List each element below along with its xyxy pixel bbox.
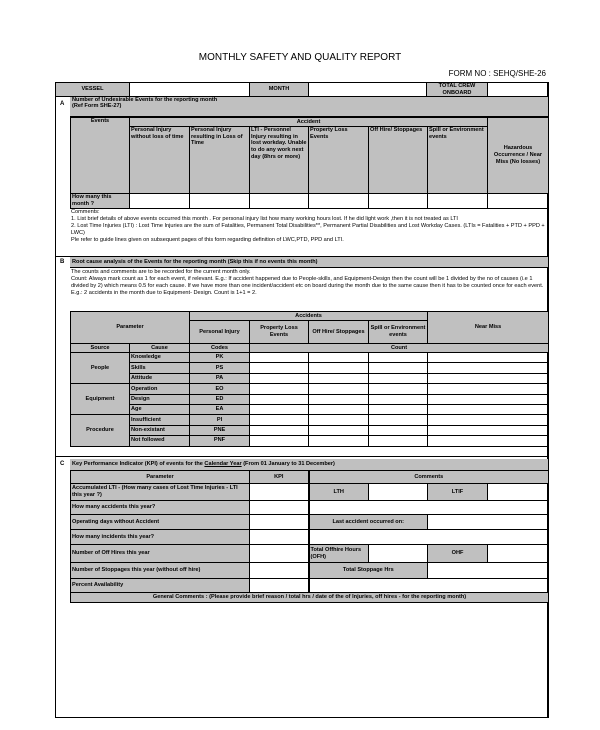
count-field[interactable] bbox=[250, 415, 309, 425]
kpi-field[interactable] bbox=[250, 545, 309, 563]
vessel-label: VESSEL bbox=[56, 83, 130, 97]
stoppage-label: Total Stoppage Hrs bbox=[309, 563, 428, 579]
month-field[interactable] bbox=[309, 83, 427, 97]
month-label: MONTH bbox=[250, 83, 309, 97]
ohf-label: OHF bbox=[428, 545, 488, 563]
count-field[interactable] bbox=[309, 436, 369, 446]
row-accumulated-lti: Accumulated LTI - (How many cases of Lost Time Injuries - LTI this year ?) bbox=[71, 484, 250, 501]
count-field[interactable] bbox=[309, 415, 369, 425]
code-cell: PK bbox=[190, 353, 250, 363]
section-b-letter: B bbox=[60, 259, 65, 265]
count-field[interactable] bbox=[190, 194, 250, 209]
cause-cell: Attitude bbox=[130, 373, 190, 383]
lth-label: LTH bbox=[309, 484, 369, 501]
source-people: People bbox=[71, 353, 130, 384]
code-cell: PNF bbox=[190, 436, 250, 446]
last-accident-label: Last accident occurred on: bbox=[309, 515, 428, 530]
cause-cell: Non-existant bbox=[130, 425, 190, 435]
count-field[interactable] bbox=[369, 363, 428, 373]
row-operating-days: Operating days without Accident bbox=[71, 515, 250, 530]
instructions-2: Count: Always mark count as 1 for each event, if relevant. E.g.: If accident happened due to People-skills, and Equipment-Design then the count will be 1 divided by the no of causes (i.e 1 divided by 2) which means 0.5 for each cause. If we have more than one incident/accident etc on board during the month due to the same cause then it has to be counted once for each event. E.g.: 2 accidents in the month due to Equipment- Design. Count is 1+1 = 2. bbox=[71, 275, 544, 296]
ltif-field[interactable] bbox=[488, 484, 549, 501]
col-property-loss: Property Loss Events bbox=[250, 321, 309, 344]
count-field[interactable] bbox=[250, 384, 309, 394]
col-property-loss: Property Loss Events bbox=[309, 127, 369, 194]
lth-field[interactable] bbox=[369, 484, 428, 501]
near-miss-label: Near Miss bbox=[428, 312, 549, 344]
general-comments-field[interactable] bbox=[71, 603, 547, 715]
instructions-1: The counts and comments are to be recorded for the current month only. bbox=[71, 269, 251, 275]
count-field[interactable] bbox=[250, 373, 309, 383]
code-cell: PNE bbox=[190, 425, 250, 435]
cause-cell: Skills bbox=[130, 363, 190, 373]
kpi-table bbox=[70, 470, 549, 603]
row-accidents: How many accidents this year? bbox=[71, 501, 250, 515]
count-field[interactable] bbox=[369, 373, 428, 383]
section-c-title bbox=[70, 459, 548, 470]
crew-field[interactable] bbox=[488, 83, 549, 97]
count-field[interactable] bbox=[309, 373, 369, 383]
ohf-field[interactable] bbox=[488, 545, 549, 563]
comments-label: Comments: bbox=[71, 209, 100, 215]
comment-field[interactable] bbox=[309, 501, 549, 515]
report-title: MONTHLY SAFETY AND QUALITY REPORT bbox=[198, 52, 402, 63]
code-cell: ED bbox=[190, 394, 250, 404]
row-stoppages: Number of Stoppages this year (without off hire) bbox=[71, 563, 250, 579]
col-pi-loss: Personal Injury resulting in Loss of Time bbox=[190, 127, 250, 194]
comment-2: 2. Lost Time Injuries (LTI) : Lost Time Injuries are the sum of Fatalities, Permanent Total Disabilities**, Permanent Partial Disabilities and Lost Workday Cases. (LTIs = Fatalities + PTD + PPD + LWC) bbox=[71, 222, 545, 236]
header-table bbox=[55, 82, 549, 97]
source-equipment: Equipment bbox=[71, 384, 130, 415]
count-field[interactable] bbox=[428, 353, 549, 363]
count-field[interactable] bbox=[309, 404, 369, 414]
calendar-year: Calendar Year bbox=[204, 461, 242, 467]
source-label: Source bbox=[71, 344, 130, 353]
count-field[interactable] bbox=[369, 353, 428, 363]
kpi-field[interactable] bbox=[250, 563, 309, 579]
count-field[interactable] bbox=[309, 384, 369, 394]
count-field[interactable] bbox=[250, 394, 309, 404]
comment-1: 1. List brief details of above events occurred this month . For personal injury list how many working hours lost. If he did light work ,then it is not treated as LTI bbox=[71, 215, 458, 222]
count-field[interactable] bbox=[309, 363, 369, 373]
comment-field[interactable] bbox=[309, 579, 549, 593]
section-a-title: Number of Undesirable Events for the reporting month bbox=[72, 97, 218, 103]
count-field[interactable] bbox=[369, 415, 428, 425]
events-label: Events bbox=[71, 118, 130, 194]
count-field[interactable] bbox=[250, 363, 309, 373]
comment-3: Ple refer to guide lines given on subsequent pages of this form regarding definition of LWC,PTD, PPD and LTI. bbox=[71, 236, 344, 243]
count-field[interactable] bbox=[488, 194, 549, 209]
general-comments-label: General Comments : (Please provide brief reason / total hrs / date of the of Injuries, off hires - for the reporting month) bbox=[71, 593, 549, 603]
section-b-text bbox=[71, 269, 545, 297]
section-a-ref: (Ref Form SHE-27) bbox=[72, 103, 122, 109]
row-off-hires: Number of Off Hires this year bbox=[71, 545, 250, 563]
vessel-field[interactable] bbox=[130, 83, 250, 97]
cause-cell: Operation bbox=[130, 384, 190, 394]
kpi-title: Key Performance Indicator (KPI) of events for the bbox=[72, 461, 205, 467]
count-field[interactable] bbox=[309, 394, 369, 404]
count-field[interactable] bbox=[428, 394, 549, 404]
accidents-label: Accidents bbox=[190, 312, 428, 321]
code-cell: EO bbox=[190, 384, 250, 394]
count-field[interactable] bbox=[309, 194, 369, 209]
section-b-title: Root cause analysis of the Events for the reporting month (Skip this if no events this month) bbox=[70, 257, 548, 268]
ltif-label: LTIF bbox=[428, 484, 488, 501]
col-off-hire: Off Hire/ Stoppages bbox=[309, 321, 369, 344]
count-field[interactable] bbox=[369, 425, 428, 435]
count-field[interactable] bbox=[428, 373, 549, 383]
code-cell: PI bbox=[190, 415, 250, 425]
count-field[interactable] bbox=[428, 436, 549, 446]
count-field[interactable] bbox=[428, 425, 549, 435]
count-field[interactable] bbox=[250, 194, 309, 209]
count-field[interactable] bbox=[369, 436, 428, 446]
cause-cell: Age bbox=[130, 404, 190, 414]
kpi-field[interactable] bbox=[250, 515, 309, 530]
root-cause-table bbox=[70, 311, 549, 447]
accident-label: Accident bbox=[130, 118, 488, 127]
col-pi-no-loss: Personal Injury without loss of time bbox=[130, 127, 190, 194]
count-label: Count bbox=[250, 344, 549, 353]
count-field[interactable] bbox=[309, 425, 369, 435]
form-number: FORM NO : SEHQ/SHE-26 bbox=[448, 69, 546, 78]
section-c-letter: C bbox=[60, 461, 65, 467]
count-field[interactable] bbox=[428, 404, 549, 414]
section-a-header bbox=[70, 97, 548, 117]
cause-cell: Knowledge bbox=[130, 353, 190, 363]
events-table bbox=[70, 117, 549, 209]
col-off-hire: Off Hire/ Stoppages bbox=[369, 127, 428, 194]
count-field[interactable] bbox=[428, 363, 549, 373]
cause-cell: Insufficient bbox=[130, 415, 190, 425]
ofh-label: Total Offhire Hours (OFH) bbox=[309, 545, 369, 563]
codes-label: Codes bbox=[190, 344, 250, 353]
row-availability: Percent Availability bbox=[71, 579, 250, 593]
stoppage-field[interactable] bbox=[428, 563, 549, 579]
col-spill: Spill or Environment events bbox=[369, 321, 428, 344]
count-field[interactable] bbox=[250, 404, 309, 414]
divider bbox=[55, 456, 548, 457]
comment-field[interactable] bbox=[309, 530, 549, 545]
count-field[interactable] bbox=[369, 194, 428, 209]
source-procedure: Procedure bbox=[71, 415, 130, 446]
row-incidents: How many incidents this year? bbox=[71, 530, 250, 545]
cause-label: Cause bbox=[130, 344, 190, 353]
hazard-label: Hazardous Occurrence / Near Miss (No losses) bbox=[488, 118, 549, 194]
code-cell: PS bbox=[190, 363, 250, 373]
parameter-label: Parameter bbox=[71, 471, 250, 484]
col-personal-injury: Personal Injury bbox=[190, 321, 250, 344]
count-field[interactable] bbox=[309, 353, 369, 363]
parameter-label: Parameter bbox=[71, 312, 190, 344]
count-field[interactable] bbox=[130, 194, 190, 209]
count-field[interactable] bbox=[369, 394, 428, 404]
kpi-period: (From 01 January to 31 December) bbox=[241, 461, 335, 467]
count-field[interactable] bbox=[428, 415, 549, 425]
count-field[interactable] bbox=[250, 425, 309, 435]
count-field[interactable] bbox=[369, 384, 428, 394]
last-accident-field[interactable] bbox=[428, 515, 549, 530]
kpi-label: KPI bbox=[250, 471, 309, 484]
col-lti: LTI - Personnel Injury resulting in lost workday. Unable to do any work next day (8hrs or more) bbox=[250, 127, 309, 194]
count-field[interactable] bbox=[369, 404, 428, 414]
count-field[interactable] bbox=[428, 194, 488, 209]
ofh-field[interactable] bbox=[369, 545, 428, 563]
comments-label: Comments bbox=[309, 471, 549, 484]
count-field[interactable] bbox=[428, 384, 549, 394]
count-field[interactable] bbox=[250, 353, 309, 363]
kpi-field[interactable] bbox=[250, 501, 309, 515]
count-field[interactable] bbox=[250, 436, 309, 446]
kpi-field[interactable] bbox=[250, 530, 309, 545]
how-many-label: How many this month ? bbox=[71, 194, 130, 209]
crew-label: TOTAL CREW ONBOARD bbox=[427, 83, 488, 97]
kpi-field[interactable] bbox=[250, 579, 309, 593]
cause-cell: Not followed bbox=[130, 436, 190, 446]
section-a-letter: A bbox=[60, 101, 65, 107]
col-spill: Spill or Environment events bbox=[428, 127, 488, 194]
kpi-field[interactable] bbox=[250, 484, 309, 501]
section-a-comments bbox=[71, 209, 545, 244]
cause-cell: Design bbox=[130, 394, 190, 404]
code-cell: EA bbox=[190, 404, 250, 414]
code-cell: PA bbox=[190, 373, 250, 383]
